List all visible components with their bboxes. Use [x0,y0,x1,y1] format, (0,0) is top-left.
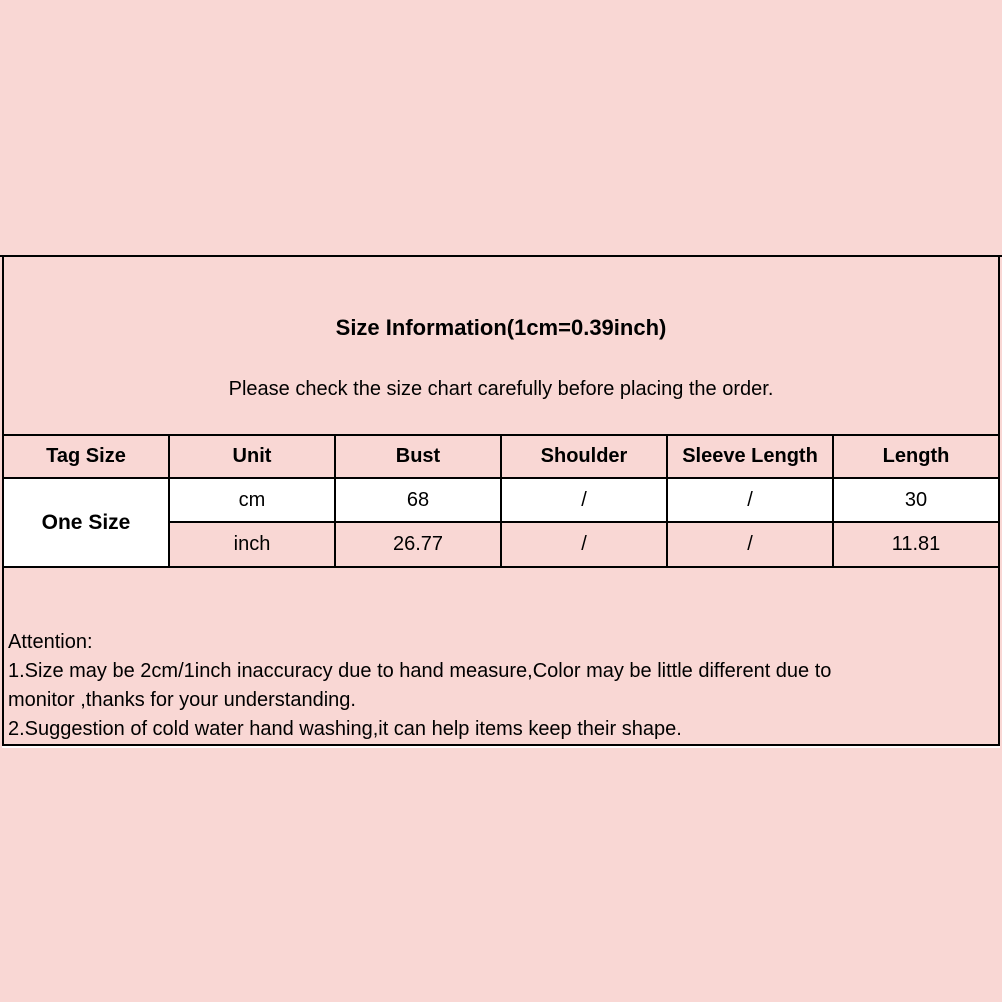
header-unit: Unit [169,435,335,478]
header-sleeve-length: Sleeve Length [667,435,833,478]
cell-cm-bust: 68 [335,478,501,522]
size-info-subtitle: Please check the size chart carefully before placing the order. [228,378,774,400]
cell-inch-length: 11.81 [833,522,999,567]
cell-inch-sleeve-length: / [667,522,833,567]
cell-inch-bust: 26.77 [335,522,501,567]
cell-cm-sleeve-length: / [667,478,833,522]
header-bust: Bust [335,435,501,478]
size-info-title: Size Information(1cm=0.39inch) [335,315,667,340]
attention-line-1: 1.Size may be 2cm/1inch inaccuracy due to hand measure,Color may be little different due to [8,660,832,682]
size-info-panel [2,255,1000,746]
cell-cm-unit: cm [169,478,335,522]
cell-inch-shoulder: / [501,522,667,567]
size-table-header-row [3,435,999,478]
size-table-row-cm [3,478,999,522]
attention-heading: Attention: [8,631,93,653]
size-table [2,434,1000,568]
attention-line-3: 2.Suggestion of cold water hand washing,it can help items keep their shape. [8,718,682,740]
cell-tag-size: One Size [3,478,169,567]
cell-inch-unit: inch [169,522,335,567]
header-shoulder: Shoulder [501,435,667,478]
header-tag-size: Tag Size [3,435,169,478]
header-length: Length [833,435,999,478]
attention-note [8,628,983,744]
cell-cm-length: 30 [833,478,999,522]
attention-line-2: monitor ,thanks for your understanding. [8,689,356,711]
cell-cm-shoulder: / [501,478,667,522]
